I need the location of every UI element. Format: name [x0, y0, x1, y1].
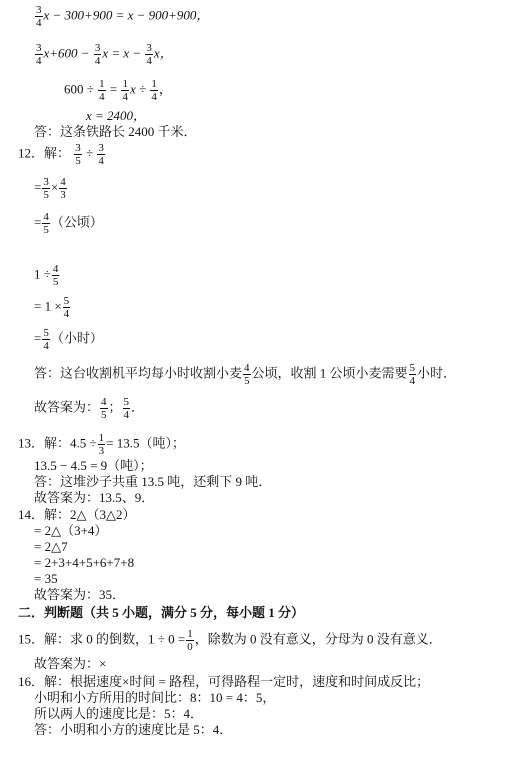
denominator: 4 [98, 155, 104, 167]
equation-text: x， [153, 45, 173, 61]
numerator: 1 [151, 78, 157, 90]
denominator: 5 [52, 276, 59, 288]
fraction [52, 263, 60, 288]
equation-text: x = x − [102, 45, 142, 61]
numerator: 5 [409, 362, 416, 374]
equals-sign: = [34, 179, 42, 195]
q14-line-4: = 2+3+4+5+6+7+8 [34, 555, 135, 570]
denominator: 5 [43, 189, 49, 201]
equation-line-1 [34, 4, 209, 29]
answer-text: ． [131, 399, 145, 415]
fraction [74, 142, 82, 167]
numerator: 4 [60, 176, 66, 188]
denominator: 4 [63, 308, 70, 320]
numerator: 3 [36, 4, 42, 16]
denominator: 5 [43, 224, 49, 236]
numerator: 1 [187, 628, 193, 640]
denominator: 5 [101, 409, 107, 421]
equation-line-2 [34, 42, 173, 67]
numerator: 5 [123, 396, 130, 408]
denominator: 3 [98, 445, 105, 457]
denominator: 0 [187, 641, 193, 653]
fraction [35, 42, 43, 67]
q13-line-3: 答：这堆沙子共重 13.5 吨，还剩下 9 吨． [34, 474, 272, 489]
q13-head [18, 432, 185, 457]
answer-text: 小时． [417, 365, 457, 381]
denominator: 4 [36, 17, 42, 29]
q14-line-5: = 35 [34, 571, 58, 586]
equation-text: = 1 × [34, 298, 62, 314]
q16-line-4: 答：小明和小方的速度比是 5：4． [34, 722, 233, 737]
denominator: 5 [244, 375, 250, 387]
unit-text: （小时） [50, 330, 103, 346]
numerator: 3 [146, 42, 152, 54]
denominator: 4 [409, 375, 416, 387]
numerator: 4 [101, 396, 107, 408]
question-text: 15．解：求 0 的倒数，1 ÷ 0 = [18, 631, 186, 647]
unit-text: （公顷） [50, 214, 103, 230]
question-text: 13．解：4.5 ÷ [18, 435, 97, 451]
equation-text: x = 2400， [86, 108, 147, 123]
equation-text: ， [158, 81, 172, 97]
denominator: 4 [123, 409, 130, 421]
fraction [121, 78, 129, 103]
numerator: 1 [122, 78, 128, 90]
fraction [243, 362, 251, 387]
question-text: = 13.5（吨）； [106, 435, 185, 451]
q16-line-1: 16．解：根据速度×时间 = 路程，可得路程一定时，速度和时间成反比； [18, 674, 430, 689]
separator: ； [108, 399, 122, 415]
equation-text: 600 ÷ [64, 81, 94, 97]
question-text: ，除数为 0 没有意义，分母为 0 没有意义． [194, 631, 442, 647]
operator: × [50, 179, 59, 195]
numerator: 3 [36, 42, 42, 54]
numerator: 5 [43, 327, 49, 339]
q12-step-6 [34, 327, 103, 352]
answer-11: 答：这条铁路长 2400 千米． [34, 124, 197, 139]
denominator: 4 [99, 91, 105, 103]
numerator: 3 [94, 42, 101, 54]
numerator: 4 [52, 263, 59, 275]
numerator: 1 [99, 78, 105, 90]
equals-sign: = [34, 330, 42, 346]
q16-line-2: 小明和小方所用的时间比：8：10 = 4：5， [34, 690, 276, 705]
denominator: 4 [122, 91, 128, 103]
q12-head [18, 142, 106, 167]
q13-line-4: 故答案为：13.5、9． [34, 490, 155, 505]
fraction [94, 42, 102, 67]
fraction [42, 176, 50, 201]
fraction [409, 362, 417, 387]
denominator: 4 [94, 55, 101, 67]
q12-step-3 [34, 211, 103, 236]
numerator: 1 [98, 432, 105, 444]
numerator: 3 [98, 142, 104, 154]
equation-text: x ÷ [129, 81, 147, 97]
numerator: 3 [75, 142, 81, 154]
fraction [42, 211, 50, 236]
numerator: 4 [43, 211, 49, 223]
denominator: 3 [60, 189, 66, 201]
denominator: 4 [146, 55, 152, 67]
answer-text: 公顷，收割 1 公顷小麦需要 [251, 365, 408, 381]
equation-text: x − 300+900 = x − 900+900， [43, 7, 210, 23]
equals-sign: = [34, 214, 42, 230]
q15-line-1 [18, 628, 442, 653]
operator: ÷ [86, 145, 94, 161]
equals-sign: = [109, 81, 118, 97]
q12-step-5 [34, 295, 71, 320]
q14-line-3: = 2△7 [34, 539, 68, 554]
q13-line-2: 13.5 − 4.5 = 9（吨）； [34, 458, 153, 473]
numerator: 5 [63, 295, 70, 307]
fraction [97, 142, 105, 167]
fraction [59, 176, 67, 201]
denominator: 4 [36, 55, 42, 67]
q12-step-4 [34, 263, 60, 288]
denominator: 5 [75, 155, 81, 167]
fraction [100, 396, 108, 421]
q14-line-2: = 2△（3+4） [34, 523, 108, 538]
equation-text: 1 ÷ [34, 266, 51, 282]
fraction [145, 42, 153, 67]
fraction [42, 327, 50, 352]
q12-step-2 [34, 176, 68, 201]
fraction [35, 4, 43, 29]
answer-text: 答：这台收割机平均每小时收割小麦 [34, 365, 243, 381]
section-heading: 二．判断题（共 5 小题，满分 5 分，每小题 1 分） [18, 605, 305, 620]
fraction [123, 396, 131, 421]
denominator: 4 [151, 91, 157, 103]
numerator: 3 [43, 176, 49, 188]
equation-line-4 [86, 108, 146, 124]
fraction [63, 295, 71, 320]
answer-label: 故答案为： [34, 399, 100, 415]
fraction [98, 78, 106, 103]
fraction [150, 78, 158, 103]
numerator: 4 [244, 362, 250, 374]
fraction [98, 432, 106, 457]
q14-line-1: 14．解：2△（3△2） [18, 507, 136, 522]
q14-line-6: 故答案为：35． [34, 587, 126, 602]
denominator: 4 [43, 340, 49, 352]
q16-line-3: 所以两人的速度比是：5：4． [34, 706, 204, 721]
equation-text: x+600 − [43, 45, 90, 61]
fraction [186, 628, 194, 653]
answer-12 [34, 362, 456, 387]
question-number: 12．解： [18, 145, 71, 161]
q15-line-2: 故答案为：× [34, 656, 107, 671]
fill-answer-12 [34, 396, 144, 421]
equation-line-3 [64, 78, 172, 103]
